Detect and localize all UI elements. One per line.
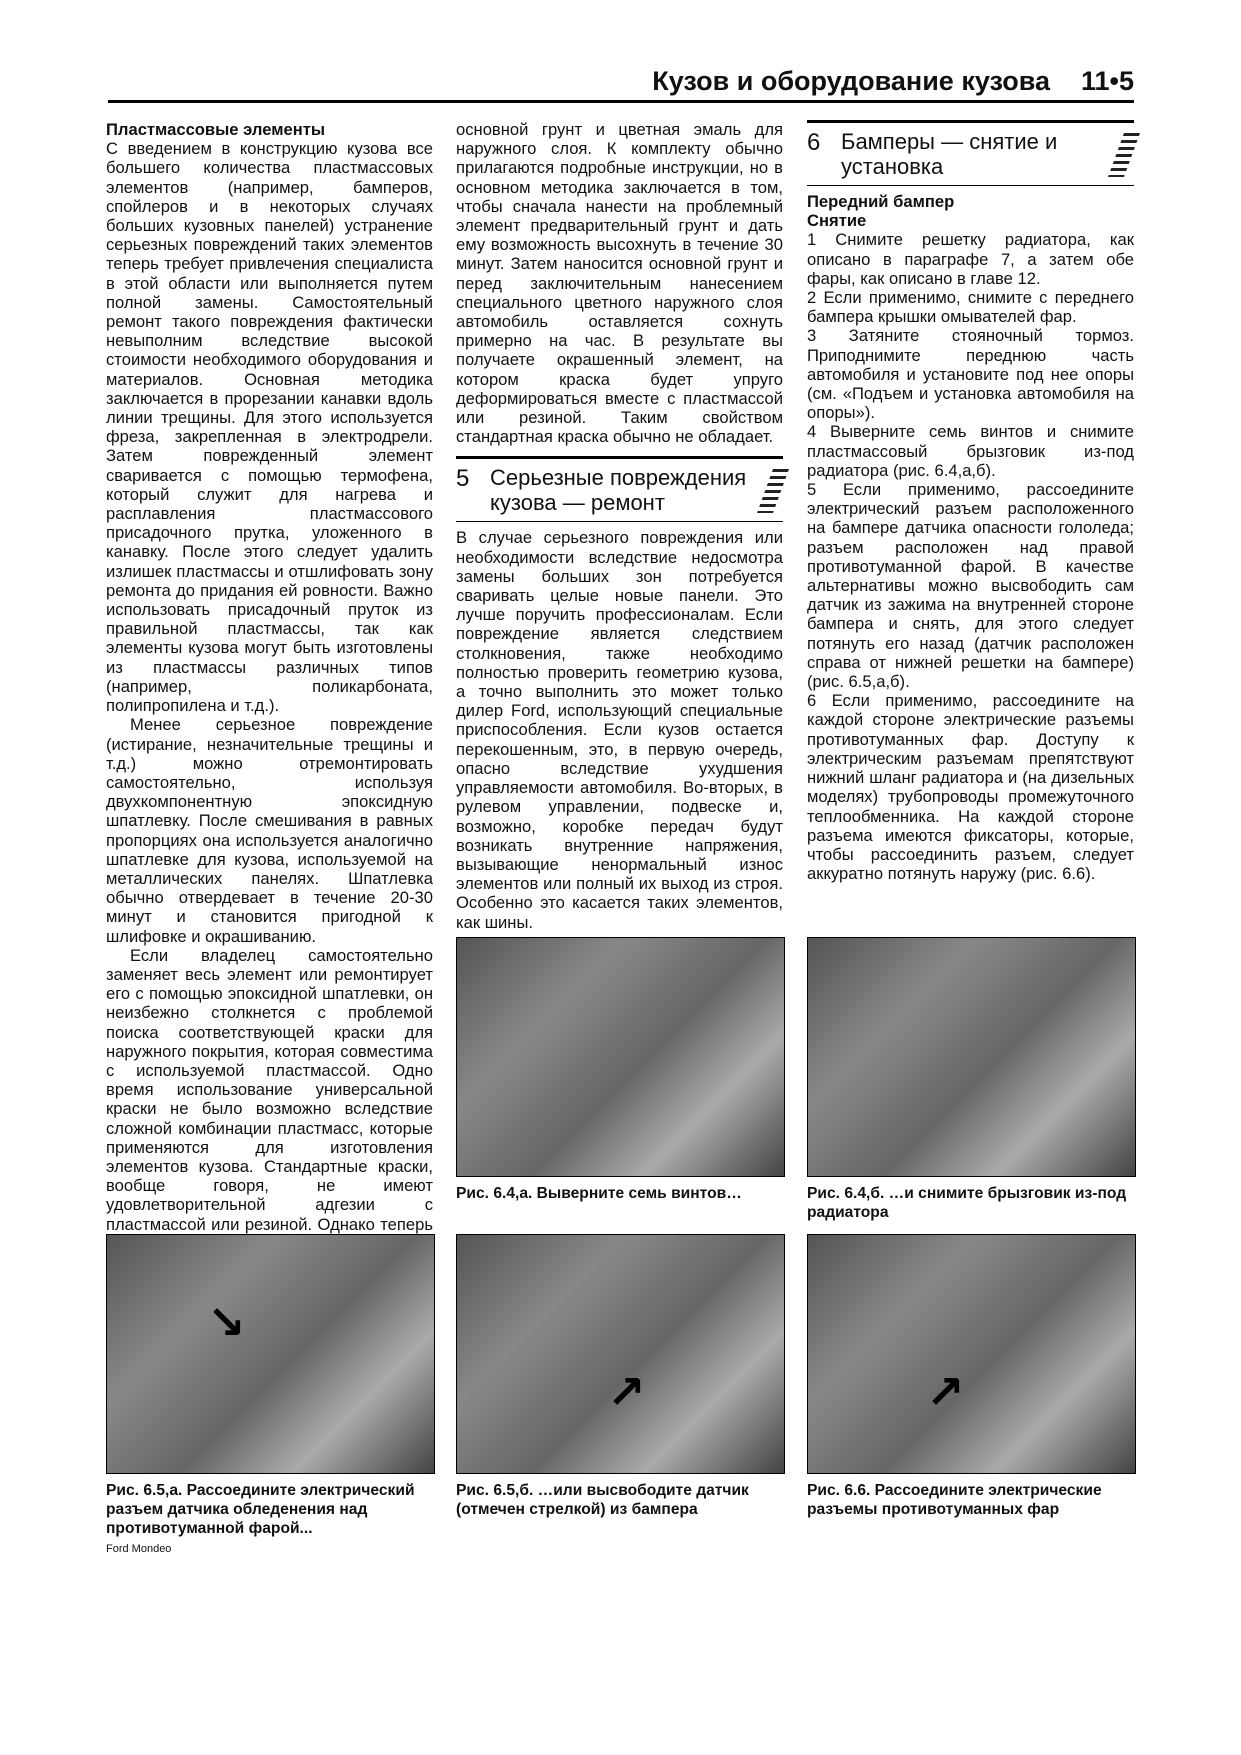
section-number: 5 xyxy=(456,465,470,493)
section-number: 6 xyxy=(807,129,821,156)
caption-6-4a: Рис. 6.4,а. Выверните семь винтов… xyxy=(456,1185,742,1202)
arrow-icon: ↗ xyxy=(926,1366,965,1418)
column-2 xyxy=(456,120,783,932)
caption-6-5b: Рис. 6.5,б. …или высвободите датчик (отмечен стрелкой) из бампера xyxy=(456,1482,749,1518)
caption-6-4b: Рис. 6.4,б. …и снимите брызговик из-под радиатора xyxy=(807,1185,1127,1221)
photo-6-5a xyxy=(106,1234,435,1474)
photo-6-4b xyxy=(807,937,1136,1177)
paragraph: Менее серьезное повреждение (истирание, незначительные трещины и т.д.) можно отремонтировать самостоятельно, используя двухкомпонентную эпоксидную шпатлевку. После смешивания в равных пропорциях она используется аналогично шпатлевке для кузова, используемой на металлических панелях. Шпатлевка обычно отвердевает в течение 20-30 минут и становится пригодной к шлифовке и окрашиванию. xyxy=(106,715,433,946)
caption-6-6: Рис. 6.6. Рассоедините электрические разъемы противотуманных фар xyxy=(807,1482,1102,1518)
footer: Ford Mondeo xyxy=(106,1543,172,1555)
caption-6-5a: Рис. 6.5,а. Рассоедините электрический разъем датчика обледенения над противотуманной фарой... xyxy=(106,1482,415,1537)
paragraph: Если владелец самостоятельно заменяет весь элемент или ремонтирует его с помощью эпоксидной шпатлевки, он неизбежно столкнется с проблемой поиска соответствующей краски для наружного покрытия, которая совместима с используемой пластмассой. Одно время использование универсальной краски не было возможно вследствие сложной комбинации пластмасс, которые применяются для изготовления элементов кузова. Стандартные краски, вообще говоря, не имеют удовлетворительной адгезии с пластмассой или резиной. Однако теперь xyxy=(106,945,433,1234)
step: 6 Если применимо, рассоедините на каждой стороне электрические разъемы противотуманных фар. Доступу к электрическим разъемам препятствуют нижний шланг радиатора и (на дизельных моделях) трубопроводы промежуточного теплообменника. На каждой стороне разъема имеются фиксаторы, которые, чтобы рассоединить разъем, следует аккуратно потянуть наружу (рис. 6.6). xyxy=(807,691,1134,884)
step: 1 Снимите решетку радиатора, как описано в параграфе 7, а затем обе фары, как описано в главе 12. xyxy=(807,230,1134,288)
subheading: Передний бампер xyxy=(807,192,955,211)
photo-6-5b xyxy=(456,1234,785,1474)
photo-6-6 xyxy=(807,1234,1136,1474)
section-heading xyxy=(456,456,783,522)
step: 3 Затяните стояночный тормоз. Приподнимите переднюю часть автомобиля и установите под нее опоры (см. «Подъем и установка автомобиля на опоры»). xyxy=(807,326,1134,423)
photo-6-4a xyxy=(456,937,785,1177)
arrow-icon: ↗ xyxy=(607,1366,646,1418)
paragraph: основной грунт и цветная эмаль для наружного слоя. К комплекту обычно прилагаются подробные инструкции, но в основном методика заключается в том, чтобы сначала нанести на проблемный элемент предварительный грунт и дать ему возможность высохнуть в течение 30 минут. Затем наносится основной грунт и перед заключительным нанесением специального цветного наружного слоя автомобиль оставляется сохнуть примерно на час. В результате вы получаете окрашенный элемент, на котором краска будет упруго деформироваться вместе с пластмассой или резиной. Таким свойством стандартная краска обычно не обладает. xyxy=(456,120,783,447)
subheading: Пластмассовые элементы xyxy=(106,120,326,139)
paragraph: В случае серьезного повреждения или необходимости вследствие недосмотра замены больших зон потребуется сваривать целые новые панели. Это лучше поручить профессионалам. Если повреждение является следствием столкновения, также необходимо полностью проверить геометрию кузова, а точно выполнить это может только дилер Ford, использующий специальные приспособления. Если кузов остается перекошенным, это, в первую очередь, опасно вследствие ухудшения управляемости автомобиля. Во-вторых, в рулевом управлении, подвеске и, возможно, коробке передач будут возникать внутренние напряжения, вызывающие ненормальный износ элементов или полный их выход из строя. Особенно это касается таких элементов, как шины. xyxy=(456,528,783,932)
page-header xyxy=(108,62,1134,103)
step: 5 Если применимо, рассоедините электрический разъем расположенного на бампере датчика опасности гололеда; разъем расположен над правой противотуманной фарой. В качестве альтернативы можно высвободить сам датчик из зажима на внутренней стороне бампера и снять, для этого следует потянуть его назад (датчик расположен справа от нижней решетки на бампере) (рис. 6.5,а,б). xyxy=(807,480,1134,692)
section-title: Серьезные повреждения кузова — ремонт xyxy=(490,465,747,516)
section-heading xyxy=(807,120,1134,186)
page-title: Кузов и оборудование кузова xyxy=(652,66,1050,96)
step: 4 Выверните семь винтов и снимите пластмассовый брызговик из-под радиатора (рис. 6.4,а,б). xyxy=(807,422,1134,480)
step: 2 Если применимо, снимите с переднего бампера крышки омывателей фар. xyxy=(807,288,1134,327)
section-title: Бамперы — снятие и установка xyxy=(841,129,1058,179)
column-3 xyxy=(807,120,1134,883)
arrow-icon: ↘ xyxy=(207,1296,246,1348)
column-1 xyxy=(106,120,433,1311)
subheading: Снятие xyxy=(807,211,867,231)
page-number: 11•5 xyxy=(1080,66,1134,96)
paragraph: С введением в конструкцию кузова все большего количества пластмассовых элементов (например, бамперов, спойлеров и в некоторых случаях больших кузовных панелей) устранение серьезных повреждений таких элементов теперь требует привлечения специалиста в этой области или выполняется путем полной замены. Самостоятельный ремонт такого повреждения фактически невыполним вследствие высокой стоимости необходимого оборудования и материалов. Основная методика заключается в прорезании канавки вдоль линии трещины. Для этого используется фреза, закрепленная в электродрели. Затем поврежденный элемент сваривается с помощью термофена, который служит для нагрева и расплавления пластмассового присадочного прутка, уложенного в канавку. После этого следует удалить излишек пластмассы и отшлифовать зону ремонта до придания ей ровности. Важно использовать присадочный пруток из правильной пластмассы, так как элементы кузова могут быть изготовлены из пластмассы различных типов (например, поликарбоната, полипропилена и т.д.). xyxy=(106,139,433,716)
